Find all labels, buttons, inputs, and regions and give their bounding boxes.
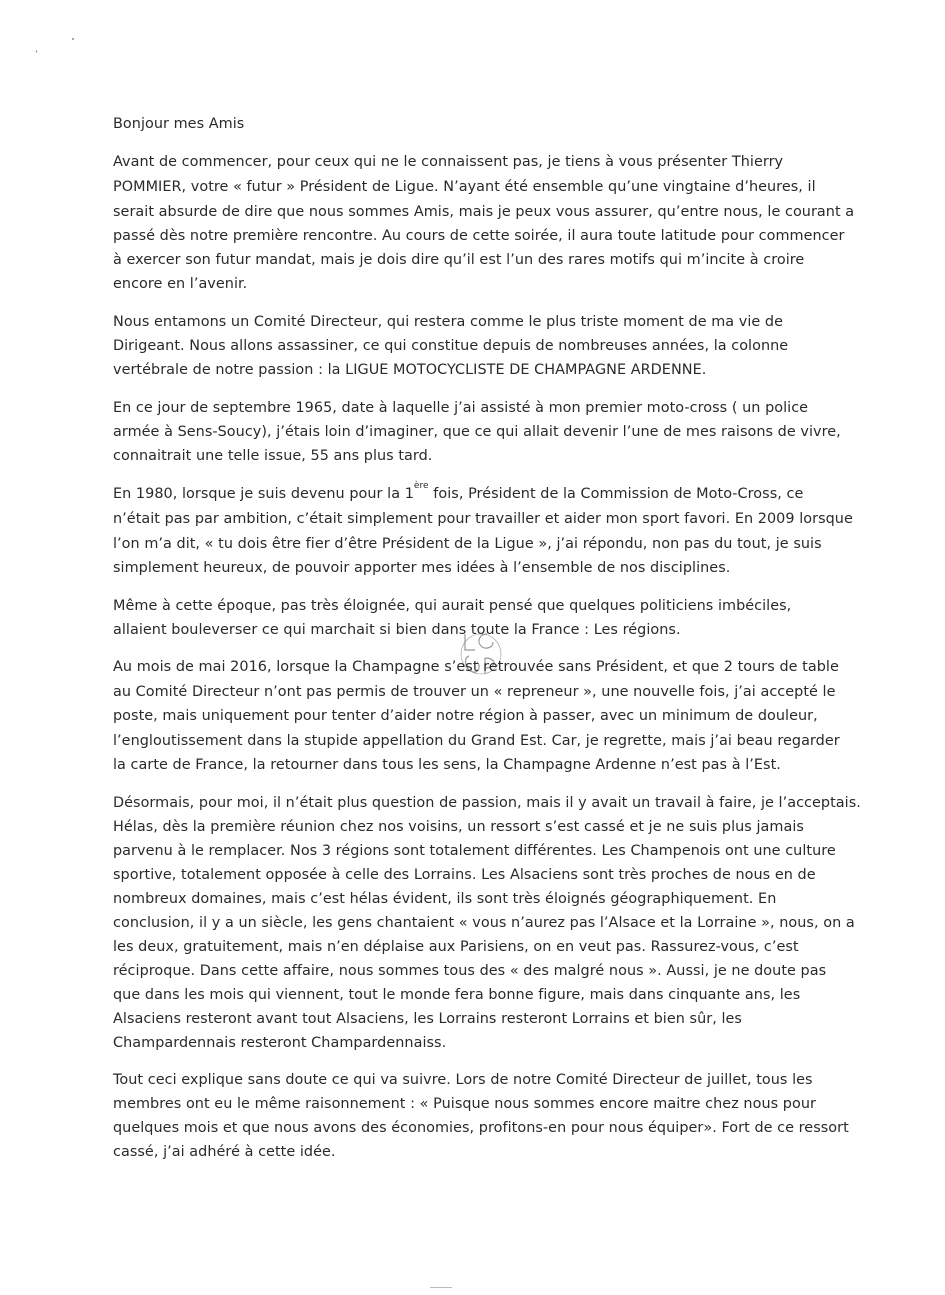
paragraph-line: quelques mois et que nous avons des économies, profitons-en pour nous équiper». Fort de ce ressort	[113, 1120, 849, 1136]
paragraph-line: sportive, totalement opposée à celle des Lorrains. Les Alsaciens sont très proches de nous en de	[113, 867, 816, 883]
paragraph-line: armée à Sens-Soucy), j’étais loin d’imaginer, que ce qui allait devenir l’une de mes raisons de vivre,	[113, 424, 841, 440]
paragraph-line: passé dès notre première rencontre. Au cours de cette soirée, il aura toute latitude pour commencer	[113, 228, 845, 244]
paragraph-line: Nous entamons un Comité Directeur, qui restera comme le plus triste moment de ma vie de	[113, 314, 784, 330]
paragraph-line: connaitrait une telle issue, 55 ans plus tard.	[113, 448, 433, 464]
paragraph-line: Avant de commencer, pour ceux qui ne le connaissent pas, je tiens à vous présenter Thierry	[113, 154, 784, 170]
paragraph-line: au Comité Directeur n’ont pas permis de trouver un « repreneur », une nouvelle fois, j’ai accepté le	[113, 684, 836, 700]
paragraph-line: En ce jour de septembre 1965, date à laquelle j’ai assisté à mon premier moto-cross ( un police	[113, 400, 809, 416]
paragraph-line: nombreux domaines, mais c’est hélas évident, ils sont très éloignés géographiquement. En	[113, 891, 777, 907]
greeting: Bonjour mes Amis	[113, 116, 245, 132]
paragraph-line: POMMIER, votre « futur » Président de Ligue. N’ayant été ensemble qu’une vingtaine d’heures, il	[113, 179, 816, 195]
paragraph-line: les deux, gratuitement, mais n’en déplaise aux Parisiens, on en veut pas. Rassurez-vous, c’est	[113, 939, 799, 955]
paragraph-line: Tout ceci explique sans doute ce qui va suivre. Lors de notre Comité Directeur de juillet, tous les	[113, 1072, 813, 1088]
paragraph-line: simplement heureux, de pouvoir apporter mes idées à l’ensemble de nos disciplines.	[113, 560, 731, 576]
paragraph-line: Champardennais resteront Champardennaiss.	[113, 1035, 447, 1051]
paragraph-line	[113, 481, 804, 504]
text-run: En 1980, lorsque je suis devenu pour la 1	[113, 486, 414, 502]
paragraph-line: l’engloutissement dans la stupide appellation du Grand Est. Car, je regrette, mais j’ai beau regarder	[113, 733, 840, 749]
paragraph-line: à exercer son futur mandat, mais je dois dire qu’il est l’un des rares motifs qui m’incite à croire	[113, 252, 805, 268]
paragraph-line: que dans les mois qui viennent, tout le monde fera bonne figure, mais dans cinquante ans, les	[113, 987, 801, 1003]
paragraph-line: Désormais, pour moi, il n’était plus question de passion, mais il y avait un travail à faire, je l’acceptais.	[113, 795, 861, 811]
paragraph-line: l’on m’a dit, « tu dois être fier d’être Président de la Ligue », j’ai répondu, non pas du tout, je suis	[113, 536, 822, 552]
paragraph-line: Dirigeant. Nous allons assassiner, ce qui constitue depuis de nombreuses années, la colonne	[113, 338, 789, 354]
text-run: fois, Président de la Commission de Moto-Cross, ce	[428, 486, 804, 502]
paragraph-line: cassé, j’ai adhéré à cette idée.	[113, 1144, 336, 1160]
scan-speck	[430, 1287, 452, 1288]
paragraph-line: réciproque. Dans cette affaire, nous sommes tous des « des malgré nous ». Aussi, je ne doute pas	[113, 963, 827, 979]
paragraph-line: n’était pas par ambition, c’était simplement pour travailler et aider mon sport favori. En 2009 lorsque	[113, 511, 853, 527]
paragraph-line: allaient bouleverser ce qui marchait si bien dans toute la France : Les régions.	[113, 622, 681, 638]
paragraph-line: parvenu à le remplacer. Nos 3 régions sont totalement différentes. Les Champenois ont une culture	[113, 843, 836, 859]
paragraph-line: Hélas, dès la première réunion chez nos voisins, un ressort s’est cassé et je ne suis plus jamais	[113, 819, 804, 835]
paragraph-line: vertébrale de notre passion : la LIGUE MOTOCYCLISTE DE CHAMPAGNE ARDENNE.	[113, 362, 707, 378]
scan-speck	[72, 38, 74, 40]
paragraph-line: encore en l’avenir.	[113, 276, 248, 292]
paragraph-line: conclusion, il y a un siècle, les gens chantaient « vous n’aurez pas l’Alsace et la Lorraine », nous, on a	[113, 915, 855, 931]
paragraph-line: serait absurde de dire que nous sommes Amis, mais je peux vous assurer, qu’entre nous, le courant a	[113, 204, 855, 220]
paragraph-line: Même à cette époque, pas très éloignée, qui aurait pensé que quelques politiciens imbéciles,	[113, 598, 792, 614]
paragraph-line: membres ont eu le même raisonnement : « Puisque nous sommes encore maitre chez nous pour	[113, 1096, 816, 1112]
superscript: ère	[413, 481, 429, 491]
paragraph-line: Alsaciens resteront avant tout Alsaciens, les Lorrains resteront Lorrains et bien sûr, les	[113, 1011, 742, 1027]
paragraph-line: Au mois de mai 2016, lorsque la Champagne s’est retrouvée sans Président, et que 2 tours de table	[113, 659, 839, 675]
scan-speck	[36, 50, 37, 53]
paragraph-line: la carte de France, la retourner dans tous les sens, la Champagne Ardenne n’est pas à l’Est.	[113, 757, 781, 773]
paragraph-line: poste, mais uniquement pour tenter d’aider notre région à passer, avec un minimum de douleur,	[113, 708, 818, 724]
